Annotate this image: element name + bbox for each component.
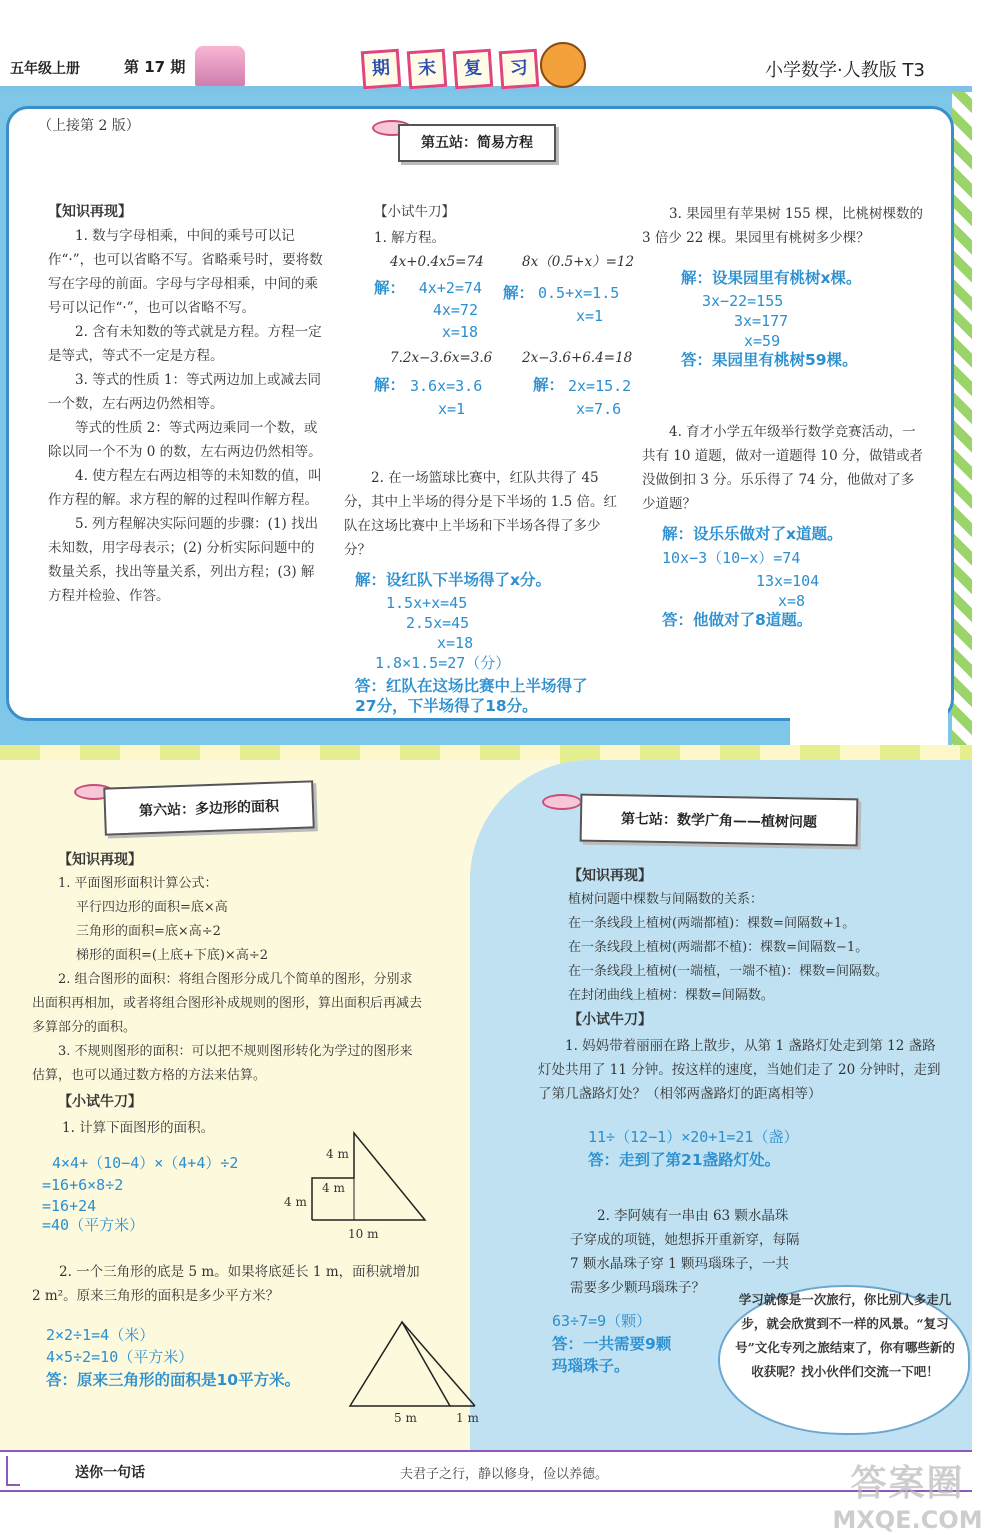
station6-title: 第六站：多边形的面积 bbox=[103, 780, 315, 835]
equation-4: 2x−3.6+6.4=18 bbox=[522, 350, 633, 366]
practice-q4 bbox=[642, 420, 924, 516]
answer-step: 13x=104 bbox=[756, 572, 820, 590]
right-stripe bbox=[952, 92, 972, 772]
dimension-label: 10 m bbox=[348, 1227, 379, 1241]
question-text: 4. 育才小学五年级举行数学竞赛活动，一共有 10 道题，做对一道题得 10 分，做错或者没做倒扣 3 分。乐乐得了 74 分，他做对了多少道题？ bbox=[642, 424, 924, 512]
answer-step: 4x=72 bbox=[432, 301, 478, 319]
answer-step: 3x=177 bbox=[734, 312, 789, 330]
answer-label: 解： bbox=[503, 284, 535, 302]
answer-step: x=1 bbox=[438, 400, 466, 418]
watermark bbox=[820, 1455, 995, 1534]
answer-step: x=7.6 bbox=[576, 400, 622, 418]
practice-heading: 【小试牛刀】 bbox=[58, 1094, 142, 1110]
footer-label: 送你一句话 bbox=[75, 1465, 145, 1481]
practice-heading: 【小试牛刀】 bbox=[568, 1012, 652, 1028]
answer-step: 3.6x=3.6 bbox=[410, 377, 483, 395]
answer-step: 11÷（12−1）×20+1=21（盏） bbox=[588, 1128, 799, 1146]
knowledge-item: 3. 等式的性质 1：等式两边加上或减去同一个数，左右两边仍然相等。 bbox=[48, 372, 322, 412]
answer-step: x=59 bbox=[744, 332, 781, 350]
watermark-text: 答案圈 bbox=[850, 1463, 965, 1504]
station6-q2 bbox=[32, 1260, 432, 1308]
tiger-mascot-icon bbox=[540, 42, 586, 88]
banner-char-2: 末 bbox=[407, 49, 448, 90]
knowledge-item: 5. 列方程解决实际问题的步骤：(1) 找出未知数，用字母表示；(2) 分析实际问题中的数量关系，找出等量关系，列出方程；(3) 解方程并检验、作答。 bbox=[48, 516, 319, 604]
station7-knowledge bbox=[568, 864, 948, 1032]
answer-step: =16+24 bbox=[42, 1197, 97, 1215]
knowledge-item: 3. 不规则图形的面积：可以把不规则图形转化为学过的图形来估算，也可以通过数方格的方法来估算。 bbox=[32, 1044, 413, 1083]
answer-step: 3x−22=155 bbox=[702, 292, 784, 310]
station6-q1: 1. 计算下面图形的面积。 bbox=[62, 1120, 215, 1136]
knowledge-item: 1. 平面图形面积计算公式： bbox=[58, 876, 218, 891]
qr-code-area bbox=[790, 648, 948, 754]
banner-char-4: 习 bbox=[499, 49, 540, 90]
answer-step: 63÷7=9（颗） bbox=[552, 1312, 652, 1330]
answer-line: 答：红队在这场比赛中上半场得了 bbox=[355, 677, 588, 695]
answer-line: 答：一共需要9颗 bbox=[552, 1335, 672, 1353]
speech-bubble-text: 学习就像是一次旅行，你比别人多走几步，就会欣赏到不一样的风景。“复习号”文化专列之旅结束了，你有哪些新的收获呢？找小伙伴们交流一下吧！ bbox=[735, 1292, 955, 1379]
formula-line: 平行四边形的面积=底×高 bbox=[76, 900, 228, 915]
formula-line: 梯形的面积=(上底+下底)×高÷2 bbox=[76, 948, 268, 963]
formula-line: 三角形的面积=底×高÷2 bbox=[76, 924, 221, 939]
answer-step: 2x=15.2 bbox=[568, 377, 632, 395]
triangle-figure bbox=[340, 1316, 490, 1416]
knowledge-item: 等式的性质 2：等式两边乘同一个数，或除以同一个不为 0 的数，左右两边仍然相等。 bbox=[48, 420, 322, 460]
answer-step: 2.5x=45 bbox=[406, 614, 470, 632]
answer-line: 27分，下半场得了18分。 bbox=[355, 697, 538, 715]
bow-icon bbox=[542, 794, 582, 810]
issue-label: 第 17 期 bbox=[124, 58, 186, 76]
question-text: 2. 在一场篮球比赛中，红队共得了 45 分，其中上半场的得分是下半场的 1.5 倍。红队在这场比赛中上半场和下半场各得了多少分？ bbox=[344, 470, 618, 558]
knowledge-item: 在封闭曲线上植树：棵数=间隔数。 bbox=[568, 988, 774, 1003]
answer-step: x=18 bbox=[437, 634, 474, 652]
answer-line: 答：他做对了8道题。 bbox=[662, 611, 813, 629]
knowledge-item: 2. 含有未知数的等式就是方程。方程一定是等式，等式不一定是方程。 bbox=[48, 324, 322, 364]
knowledge-heading: 【知识再现】 bbox=[568, 868, 652, 884]
answer-step: 2×2÷1=4（米） bbox=[46, 1326, 155, 1344]
answer-step: 4×5÷2=10（平方米） bbox=[46, 1348, 194, 1366]
answer-step: x=8 bbox=[778, 592, 806, 610]
knowledge-item: 1. 数与字母相乘，中间的乘号可以记作“·”，也可以省略不写。省略乘号时，要将数写在字母的前面。字母与字母相乘，中间的乘号可以记作“·”，也可以省略不写。 bbox=[48, 228, 323, 316]
footer-bracket-icon bbox=[6, 1456, 20, 1486]
answer-step: x=1 bbox=[576, 307, 604, 325]
station7-title: 第七站：数学广角——植树问题 bbox=[580, 794, 859, 847]
answer-line: 解：设乐乐做对了x道题。 bbox=[662, 525, 843, 543]
answer-step: 4x+2=74 bbox=[418, 279, 482, 297]
practice-q3 bbox=[642, 202, 924, 250]
question-text: 2. 李阿姨有一串由 63 颗水晶珠子穿成的项链，她想拆开重新穿，每隔 7 颗水晶珠子穿 1 颗玛瑙珠子，一共需要多少颗玛瑙珠子？ bbox=[570, 1208, 800, 1296]
answer-step: 4×4+（10−4）×（4+4）÷2 bbox=[52, 1154, 239, 1172]
knowledge-heading: 【知识再现】 bbox=[48, 204, 132, 220]
station5-title: 第五站：简易方程 bbox=[398, 124, 556, 162]
practice-q1: 1. 解方程。 bbox=[374, 230, 446, 246]
equation-3: 7.2x−3.6x=3.6 bbox=[390, 350, 493, 366]
question-text: 3. 果园里有苹果树 155 棵，比桃树棵数的 3 倍少 22 棵。果园里有桃树多少棵？ bbox=[642, 206, 924, 246]
answer-line: 答：果园里有桃树59棵。 bbox=[681, 351, 858, 369]
question-text: 1. 妈妈带着丽丽在路上散步，从第 1 盏路灯处走到第 12 盏路灯处共用了 11 分钟。按这样的速度，当她们走了 20 分钟时，走到了第几盏路灯处？（相邻两盏路灯的距离相等） bbox=[538, 1038, 941, 1102]
castle-icon bbox=[195, 46, 245, 86]
knowledge-item: 在一条线段上植树(两端都植)：棵数=间隔数+1。 bbox=[568, 916, 856, 931]
answer-label: 解： bbox=[533, 376, 565, 394]
station7-q2 bbox=[570, 1204, 800, 1300]
continued-note: （上接第 2 版） bbox=[38, 118, 140, 134]
station5-knowledge bbox=[48, 200, 326, 608]
answer-line: 解：设果园里有桃树x棵。 bbox=[681, 269, 862, 287]
knowledge-heading: 【知识再现】 bbox=[58, 852, 142, 868]
dimension-label: 4 m bbox=[284, 1195, 307, 1209]
answer-line: 答：原来三角形的面积是10平方米。 bbox=[46, 1371, 301, 1389]
watermark-url: MXQE.COM bbox=[832, 1506, 983, 1534]
footer-quote: 夫君子之行，静以修身，俭以养德。 bbox=[400, 1467, 609, 1482]
answer-step: 0.5+x=1.5 bbox=[538, 284, 620, 302]
knowledge-item: 2. 组合图形的面积：将组合图形分成几个简单的图形，分别求出面积再相加，或者将组合图形补成规则的图形，算出面积后再减去多算部分的面积。 bbox=[32, 972, 423, 1035]
banner-char-1: 期 bbox=[361, 49, 402, 90]
answer-line: 解：设红队下半场得了x分。 bbox=[355, 571, 551, 589]
answer-step: 1.8×1.5=27（分） bbox=[375, 654, 511, 672]
knowledge-item: 在一条线段上植树(一端植，一端不植)：棵数=间隔数。 bbox=[568, 964, 889, 979]
practice-heading: 【小试牛刀】 bbox=[374, 204, 455, 220]
answer-step: =16+6×8÷2 bbox=[42, 1176, 124, 1194]
page-header bbox=[0, 40, 972, 92]
grade-label: 五年级上册 bbox=[10, 61, 80, 77]
knowledge-item: 植树问题中棵数与间隔数的关系： bbox=[568, 892, 764, 907]
answer-step: 1.5x+x=45 bbox=[386, 594, 468, 612]
dimension-label: 4 m bbox=[326, 1147, 349, 1161]
answer-step: x=18 bbox=[441, 323, 478, 341]
station6-knowledge bbox=[58, 848, 478, 968]
answer-line: 答：走到了第21盏路灯处。 bbox=[588, 1151, 781, 1169]
dimension-label: 4 m bbox=[322, 1181, 345, 1195]
knowledge-item: 4. 使方程左右两边相等的未知数的值，叫作方程的解。求方程的解的过程叫作解方程。 bbox=[48, 468, 322, 508]
knowledge-item: 在一条线段上植树(两端都不植)：棵数=间隔数−1。 bbox=[568, 940, 869, 955]
question-text: 2. 一个三角形的底是 5 m。如果将底延长 1 m，面积就增加 2 m²。原来三角形的面积是多少平方米？ bbox=[32, 1264, 420, 1304]
practice-q2 bbox=[344, 466, 626, 562]
subject-label: 小学数学·人教版 T3 bbox=[765, 60, 925, 81]
dimension-label: 5 m bbox=[394, 1411, 417, 1425]
answer-step: =40（平方米） bbox=[42, 1216, 145, 1234]
equation-1: 4x+0.4x5=74 bbox=[390, 254, 484, 270]
station6-knowledge-2 bbox=[32, 968, 422, 1088]
station7-q1 bbox=[538, 1034, 948, 1106]
answer-label: 解： bbox=[374, 376, 406, 394]
answer-step: 10x−3（10−x）=74 bbox=[662, 549, 801, 567]
answer-line: 玛瑙珠子。 bbox=[552, 1357, 630, 1375]
answer-label: 解： bbox=[374, 279, 406, 297]
equation-2: 8x（0.5+x）=12 bbox=[522, 254, 635, 270]
banner-char-3: 复 bbox=[453, 49, 494, 90]
dimension-label: 1 m bbox=[456, 1411, 479, 1425]
